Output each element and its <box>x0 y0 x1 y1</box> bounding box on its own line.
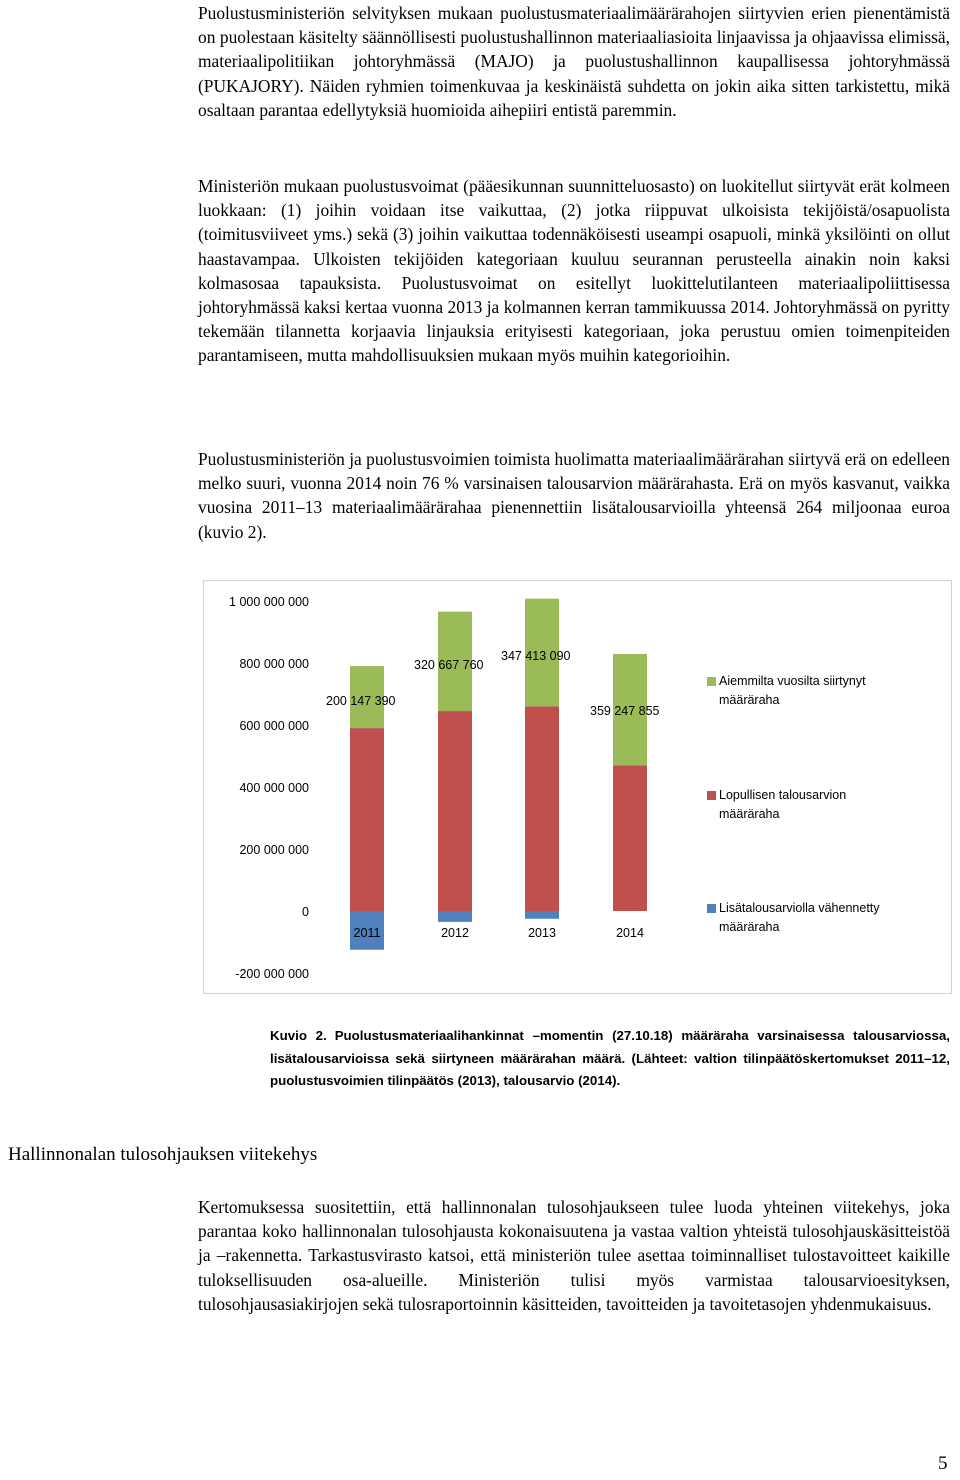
legend-label: Lopullisen talousarvion määräraha <box>719 788 847 821</box>
caption-label: Kuvio 2. <box>270 1028 327 1043</box>
y-tick-label: 0 <box>302 905 309 919</box>
bar-2013-series-1 <box>525 706 559 911</box>
y-tick-label: 600 000 000 <box>239 719 309 733</box>
x-tick-label: 2014 <box>616 926 644 940</box>
y-tick-label: 200 000 000 <box>239 843 309 857</box>
chart-figure <box>203 580 952 994</box>
legend-swatch <box>707 904 716 913</box>
body-paragraph-1: Puolustusministeriön selvityksen mukaan puolustusmateriaalimäärärahojen siirtyvien erien pienentämistä on puolestaan käsitelty säännöllisesti puolustushallinnon materiaaliasioita linjaavissa ja ohjaavissa elimissä, materiaalipolitiikan johtoryhmässä (MAJO) ja puolustushallinnon kaupallisessa johtoryhmässä (PUKAJORY). Näiden ryhmien toimenkuvaa ja keskinäistä suhdetta on jokin aika sitten tarkistettu, mikä osaltaan parantaa edellytyksiä huomioida aihepiiri entistä paremmin. <box>198 3 950 120</box>
legend-label: Lisätalousarviolla vähennetty määräraha <box>719 901 880 934</box>
data-label: 359 247 855 <box>590 704 660 718</box>
y-tick-label: -200 000 000 <box>235 967 309 981</box>
bar-2011-series-1 <box>350 728 384 911</box>
x-tick-label: 2013 <box>528 926 556 940</box>
y-tick-label: 800 000 000 <box>239 657 309 671</box>
legend-swatch <box>707 791 716 800</box>
body-paragraph-2: Ministeriön mukaan puolustusvoimat (pääesikunnan suunnitteluosasto) on luokitellut siirtyvät erät kolmeen luokkaan: (1) joihin voidaan itse vaikuttaa, (2) jotka riippuvat ulkoisista tekijöistä/osapuolista (toimitusviiveet yms.) sekä (3) joihin vaikuttaa todennäköisesti useampi osapuoli, minkä yksilöinti on ollut haastavampaa. Ulkoisten tekijöiden kategoriaan kuuluu seurannan perusteella ainakin noin kaksi kolmasosaa tapauksista. Puolustusvoimat on esitellyt luokittelutilanteen materiaalipoliittisessa johtoryhmässä kaksi kertaa vuonna 2013 ja kolmannen kerran tammikuussa 2014. Johtoryhmässä on pyritty tekemään tilannetta korjaavia linjauksia erityisesti kategoriaan, joka perustuu omien toimenpiteiden parantamiseen, mutta mahdollisuuksien mukaan myös muihin kategorioihin. <box>198 176 950 366</box>
bar-2012-series-1 <box>438 711 472 911</box>
legend-swatch <box>707 677 716 686</box>
x-tick-label: 2012 <box>441 926 469 940</box>
body-paragraph-3: Puolustusministeriön ja puolustusvoimien toimista huolimatta materiaalimäärärahan siirtyvä erä on edelleen melko suuri, vuonna 2014 noin 76 % varsinaisen talousarvion määrärahasta. Erä on myös kasvanut, vaikka vuosina 2011–13 materiaalimäärärahaa pienennettiin lisätalousarvioilla yhteensä 264 miljoonaa euroa (kuvio 2). <box>198 449 950 542</box>
data-label: 320 667 760 <box>414 658 484 672</box>
bar-2014-series-1 <box>613 765 647 911</box>
section-heading: Hallinnonalan tulosohjauksen viitekehys <box>8 1144 318 1165</box>
figure-caption <box>270 1025 950 1093</box>
data-label: 200 147 390 <box>326 694 396 708</box>
page-number: 5 <box>938 1453 948 1474</box>
legend-label: Aiemmilta vuosilta siirtynyt määräraha <box>719 674 866 707</box>
bar-2012-series-0 <box>438 911 472 922</box>
body-paragraph-4: Kertomuksessa suositettiin, että hallinnonalan tulosohjaukseen tulee luoda yhteinen viitekehys, joka parantaa koko hallinnonalan tulosohjausta kokonaisuutena ja vastaa valtion yhteistä tulosohjauskäsitteistöä ja –rakennetta. Tarkastusvirasto katsoi, että ministeriön tulee asettaa toiminnalliset tulostavoitteet kaikille tuloksellisuuden osa-alueille. Ministeriön tulisi myös varmistaa talousarvioesityksen, tulosohjausasiakirjojen sekä tulosraportoinnin käsitteiden, tavoitteiden ja tavoitetasojen yhdenmukaisuus. <box>198 1197 950 1314</box>
bar-2013-series-0 <box>525 911 559 919</box>
y-tick-label: 400 000 000 <box>239 781 309 795</box>
caption-text: Puolustusmateriaalihankinnat –momentin (27.10.18) määräraha varsinaisessa talousarviossa, lisätalousarvioissa sekä siirtyneen määrärahan määrä. (Lähteet: valtion tilinpäätöskertomukset 2011–12, puolustusvoimien tilinpäätös (2013), talousarvio (2014). <box>270 1028 950 1088</box>
data-label: 347 413 090 <box>501 649 571 663</box>
y-tick-label: 1 000 000 000 <box>229 595 309 609</box>
chart-svg <box>204 581 953 995</box>
x-tick-label: 2011 <box>353 926 381 940</box>
